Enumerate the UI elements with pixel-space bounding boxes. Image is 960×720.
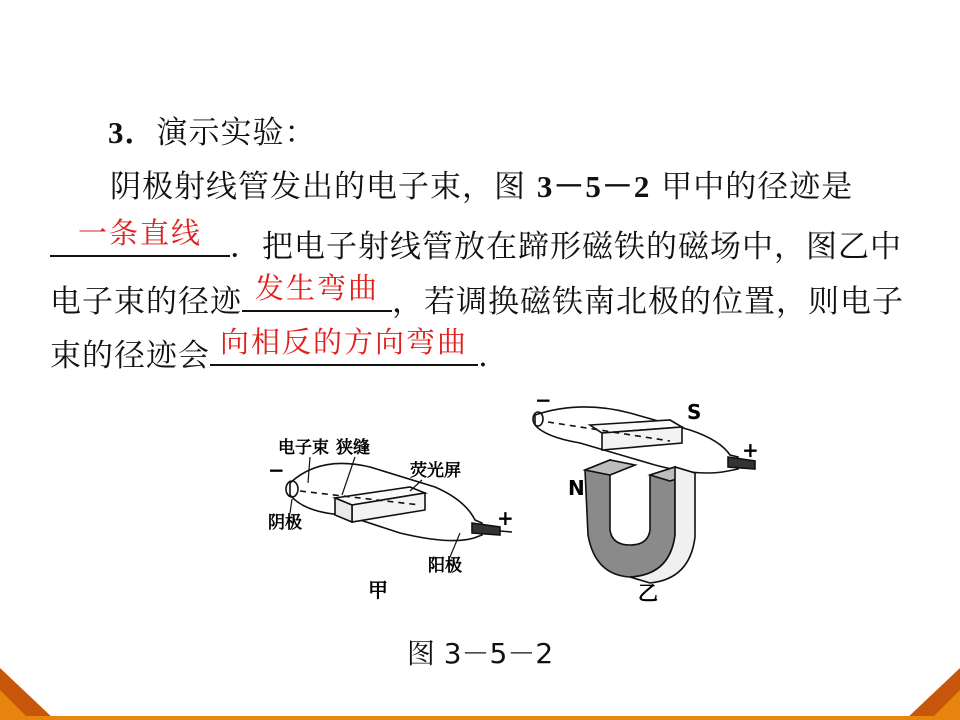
- label-cathode: 阴极: [268, 513, 302, 533]
- caption-jia: 甲: [368, 578, 388, 602]
- item-number: 3．: [108, 115, 157, 150]
- text-segment: 阴极射线管发出的电子束，图: [110, 169, 537, 205]
- decor-bottom-bar: [0, 716, 960, 720]
- label-slit: 狭缝: [336, 438, 370, 458]
- figure-caption: 图 3－5－2: [406, 637, 554, 670]
- answer-1: 一条直线: [77, 216, 202, 250]
- answer-2: 发生弯曲: [254, 271, 379, 305]
- text-segment: 束的径迹会: [50, 338, 210, 374]
- caption-yi: 乙: [638, 581, 658, 605]
- text-segment: ．把电子射线管放在蹄形磁铁的磁场中，图乙中: [230, 229, 902, 265]
- text-segment: 甲中的径迹是: [650, 169, 854, 205]
- label-minus-a: −: [268, 458, 285, 482]
- label-south-pole: S: [687, 400, 702, 424]
- label-electron-beam: 电子束: [278, 438, 329, 458]
- answer-3: 向相反的方向弯曲: [219, 325, 468, 359]
- label-plus-b: +: [742, 438, 759, 462]
- text-segment: .: [478, 338, 489, 374]
- label-north-pole: N: [568, 476, 585, 500]
- label-screen: 荧光屏: [410, 461, 461, 481]
- text-segment: ，若调换磁铁南北极的位置，则电子: [392, 284, 904, 320]
- item-title: 演示实验：: [156, 115, 317, 151]
- label-plus-a: +: [497, 506, 514, 530]
- label-minus-b: −: [535, 395, 552, 412]
- figure-reference: 3－5－2: [536, 169, 651, 204]
- label-anode: 阳极: [428, 556, 462, 576]
- text-segment: 电子束的径迹: [50, 284, 242, 320]
